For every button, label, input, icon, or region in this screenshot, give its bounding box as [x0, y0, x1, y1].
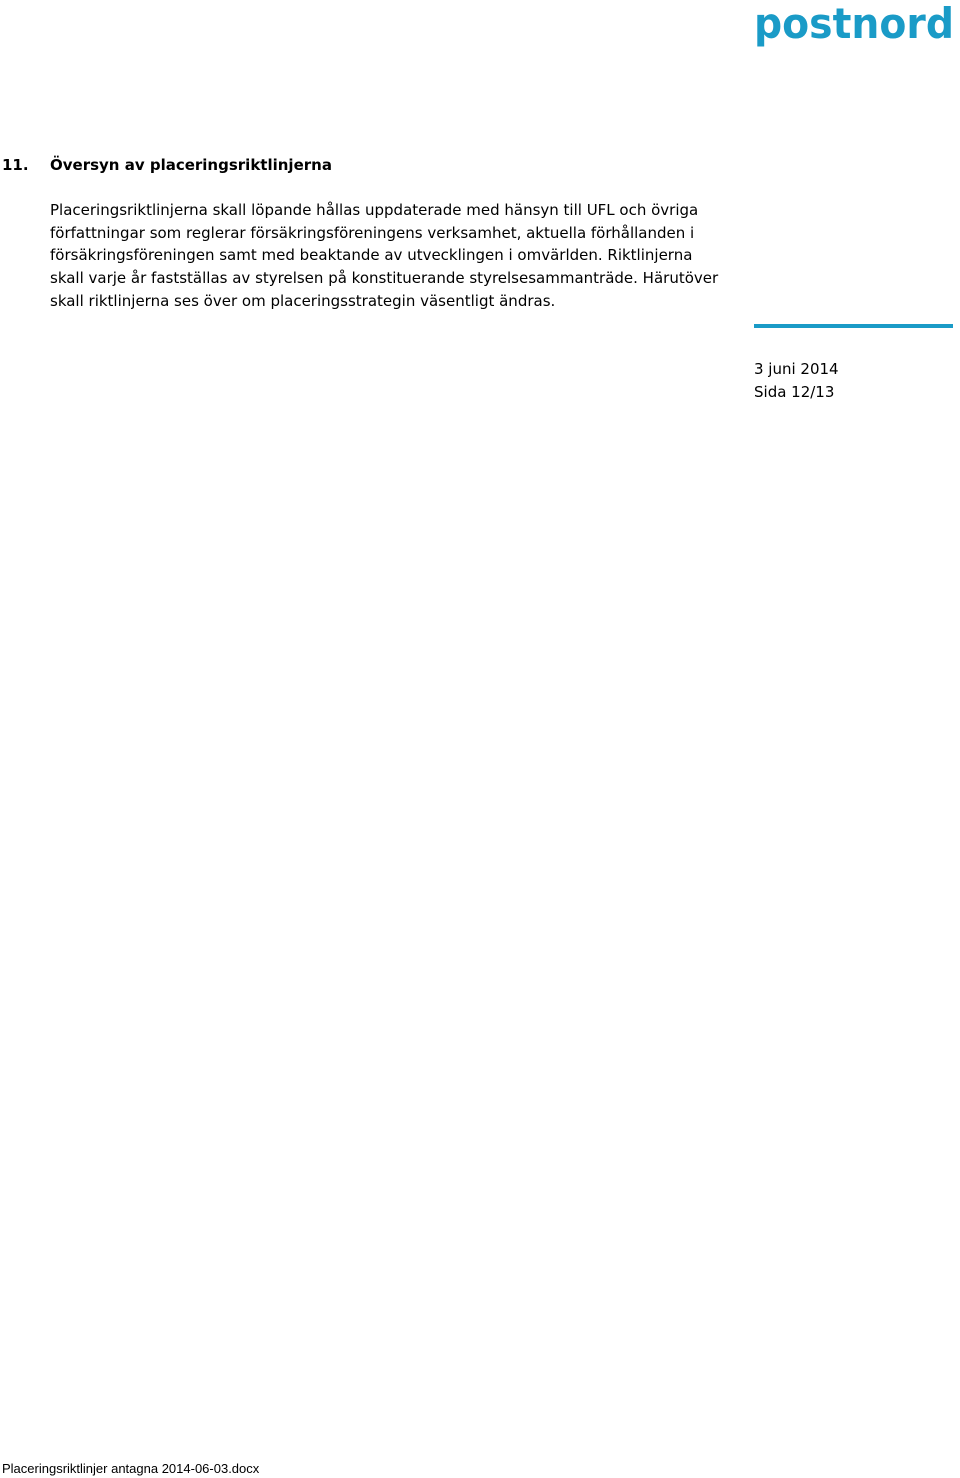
paragraph-line: författningar som reglerar försäkringsföreningens verksamhet, aktuella förhållanden i: [50, 223, 695, 242]
section-number: 11.: [2, 156, 29, 174]
postnord-logo-wordmark: postnord: [754, 2, 954, 48]
paragraph-line: försäkringsföreningen samt med beaktande av utvecklingen i omvärlden. Riktlinjerna: [50, 246, 693, 265]
paragraph-line: skall riktlinjerna ses över om placeringsstrategin väsentligt ändras.: [50, 291, 556, 310]
page-number: Sida 12/13: [754, 383, 835, 401]
paragraph-line: skall varje år fastställas av styrelsen på konstituerande styrelsesammanträde. Härutöver: [50, 269, 719, 288]
side-divider: [754, 324, 953, 328]
postnord-logo: [752, 2, 956, 48]
document-date: 3 juni 2014: [754, 360, 839, 378]
paragraph-line: Placeringsriktlinjerna skall löpande hållas uppdaterade med hänsyn till UFL och övriga: [50, 201, 699, 219]
section-paragraph: [50, 199, 750, 313]
document-meta: [754, 358, 839, 404]
footer-filename: Placeringsriktlinjer antagna 2014-06-03.docx: [2, 1461, 260, 1476]
section-title: Översyn av placeringsriktlinjerna: [50, 156, 332, 174]
